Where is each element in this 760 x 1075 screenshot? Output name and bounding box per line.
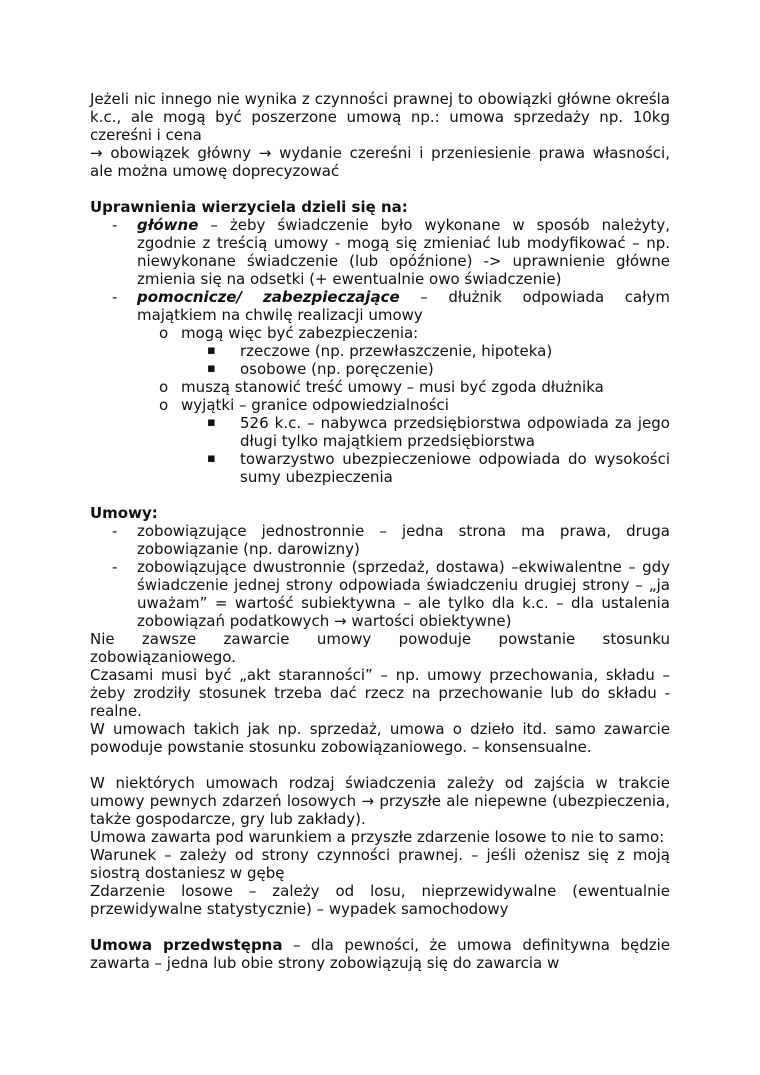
paragraph-text: – dla pewności, że umowa definitywna będzie zawarta – jedna lub obie strony zobowiązują się do zawarcia w — [90, 936, 670, 972]
intro-paragraph — [90, 90, 670, 144]
paragraph: Nie zawsze zawarcie umowy powoduje powstanie stosunku zobowiązaniowego. — [90, 630, 670, 666]
paragraph-text: przyszłe ale niepewne (ubezpieczenia, także gospodarcze, gry lub zakłady). — [90, 792, 670, 828]
arrow-icon: → — [361, 792, 375, 810]
glowne-text: – żeby świadczenie było wykonane w sposób należyty, zgodnie z treścią umowy - mogą się zmieniać lub modyfikować – np. niewykonane świadczenie (lub opóźnione) -> uprawnienie główne zmienia się na odsetki (+ ewentualnie owo świadczenie) — [137, 216, 670, 288]
item-text: zobowiązujące dwustronnie (sprzedaż, dostawa) –ekwiwalentne – gdy świadczenie jednej strony odpowiada świadczeniu drugiej strony – „ja uważam” = wartość subiektywna – ale tylko dla k.c. – dla ustalenia zobowiązań podatkowych — [137, 558, 670, 630]
intro-arrow-paragraph — [90, 144, 670, 180]
paragraph-text: W niektórych umowach rodzaj świadczenia zależy od zajścia w trakcie umowy pewnych zdarzeń losowych — [90, 774, 670, 810]
list-item: - zobowiązujące jednostronnie – jedna strona ma prawa, druga zobowiązanie (np. darowizny) — [90, 522, 670, 558]
list-item — [90, 216, 670, 288]
paragraph: Warunek – zależy od strony czynności prawnej. – jeśli ożenisz się z moją siostrą dostaniesz w gębę — [90, 846, 670, 882]
umowy-heading: Umowy: — [90, 504, 158, 522]
list-item — [159, 396, 670, 486]
list-item — [159, 324, 670, 378]
arrow-icon: → — [90, 144, 103, 162]
term-pomocnicze: pomocnicze/ zabezpieczające — [137, 288, 400, 306]
list-item: ▪ towarzystwo ubezpieczeniowe odpowiada do wysokości sumy ubezpieczenia — [203, 450, 670, 486]
arrow-icon: → — [258, 144, 272, 162]
umowy-list — [90, 522, 670, 630]
list-item: ▪ 526 k.c. – nabywca przedsiębiorstwa odpowiada za jego długi tylko majątkiem przedsiębiorstwa — [203, 414, 670, 450]
paragraph: Umowa zawarta pod warunkiem a przyszłe zdarzenie losowe to nie to samo: — [90, 828, 665, 846]
uprawnienia-list — [90, 216, 670, 486]
arrow-icon: → — [334, 612, 347, 630]
list-item — [90, 288, 670, 486]
paragraph — [90, 936, 670, 972]
document-page — [90, 90, 670, 972]
sub-item-text: mogą więc być zabezpieczenia: — [181, 324, 419, 342]
pomocnicze-text: – dłużnik odpowiada całym majątkiem na chwilę realizacji umowy — [137, 288, 670, 324]
uprawnienia-heading: Uprawnienia wierzyciela dzieli się na: — [90, 198, 408, 216]
list-item: o muszą stanowić treść umowy – musi być zgoda dłużnika — [159, 378, 670, 396]
paragraph: W umowach takich jak np. sprzedaż, umowa o dzieło itd. samo zawarcie powoduje powstanie stosunku zobowiązaniowego. – konsensualne. — [90, 720, 670, 756]
list-item — [90, 558, 670, 630]
paragraph: Zdarzenie losowe – zależy od losu, nieprzewidywalne (ewentualnie przewidywalne statystycznie) – wypadek samochodowy — [90, 882, 670, 918]
term-glowne: główne — [137, 216, 199, 234]
item-text: wartości obiektywne) — [351, 612, 512, 630]
list-item: ▪ rzeczowe (np. przewłaszczenie, hipoteka) — [203, 342, 670, 360]
sub-item-text: wyjątki – granice odpowiedzialności — [181, 396, 449, 414]
obligation-detail: wydanie czereśni i przeniesienie prawa własności, ale można umowę doprecyzować — [90, 144, 670, 180]
list-item: ▪ osobowe (np. poręczenie) — [203, 360, 670, 378]
sub-sub-list — [203, 342, 670, 378]
term-przedwstepna: Umowa przedwstępna — [90, 936, 283, 954]
intro-text: Jeżeli nic innego nie wynika z czynności prawnej to obowiązki główne określa k.c., ale mogą być poszerzone umową np.: umowa sprzedaży np. 10kg czereśni i cena — [90, 90, 670, 144]
obligation-main: obowiązek główny — [110, 144, 251, 162]
sub-list — [159, 324, 670, 486]
sub-sub-list — [203, 414, 670, 486]
paragraph — [90, 774, 670, 828]
paragraph: Czasami musi być „akt staranności” – np. umowy przechowania, składu – żeby zrodziły stosunek trzeba dać rzecz na przechowanie lub do składu - realne. — [90, 666, 670, 720]
